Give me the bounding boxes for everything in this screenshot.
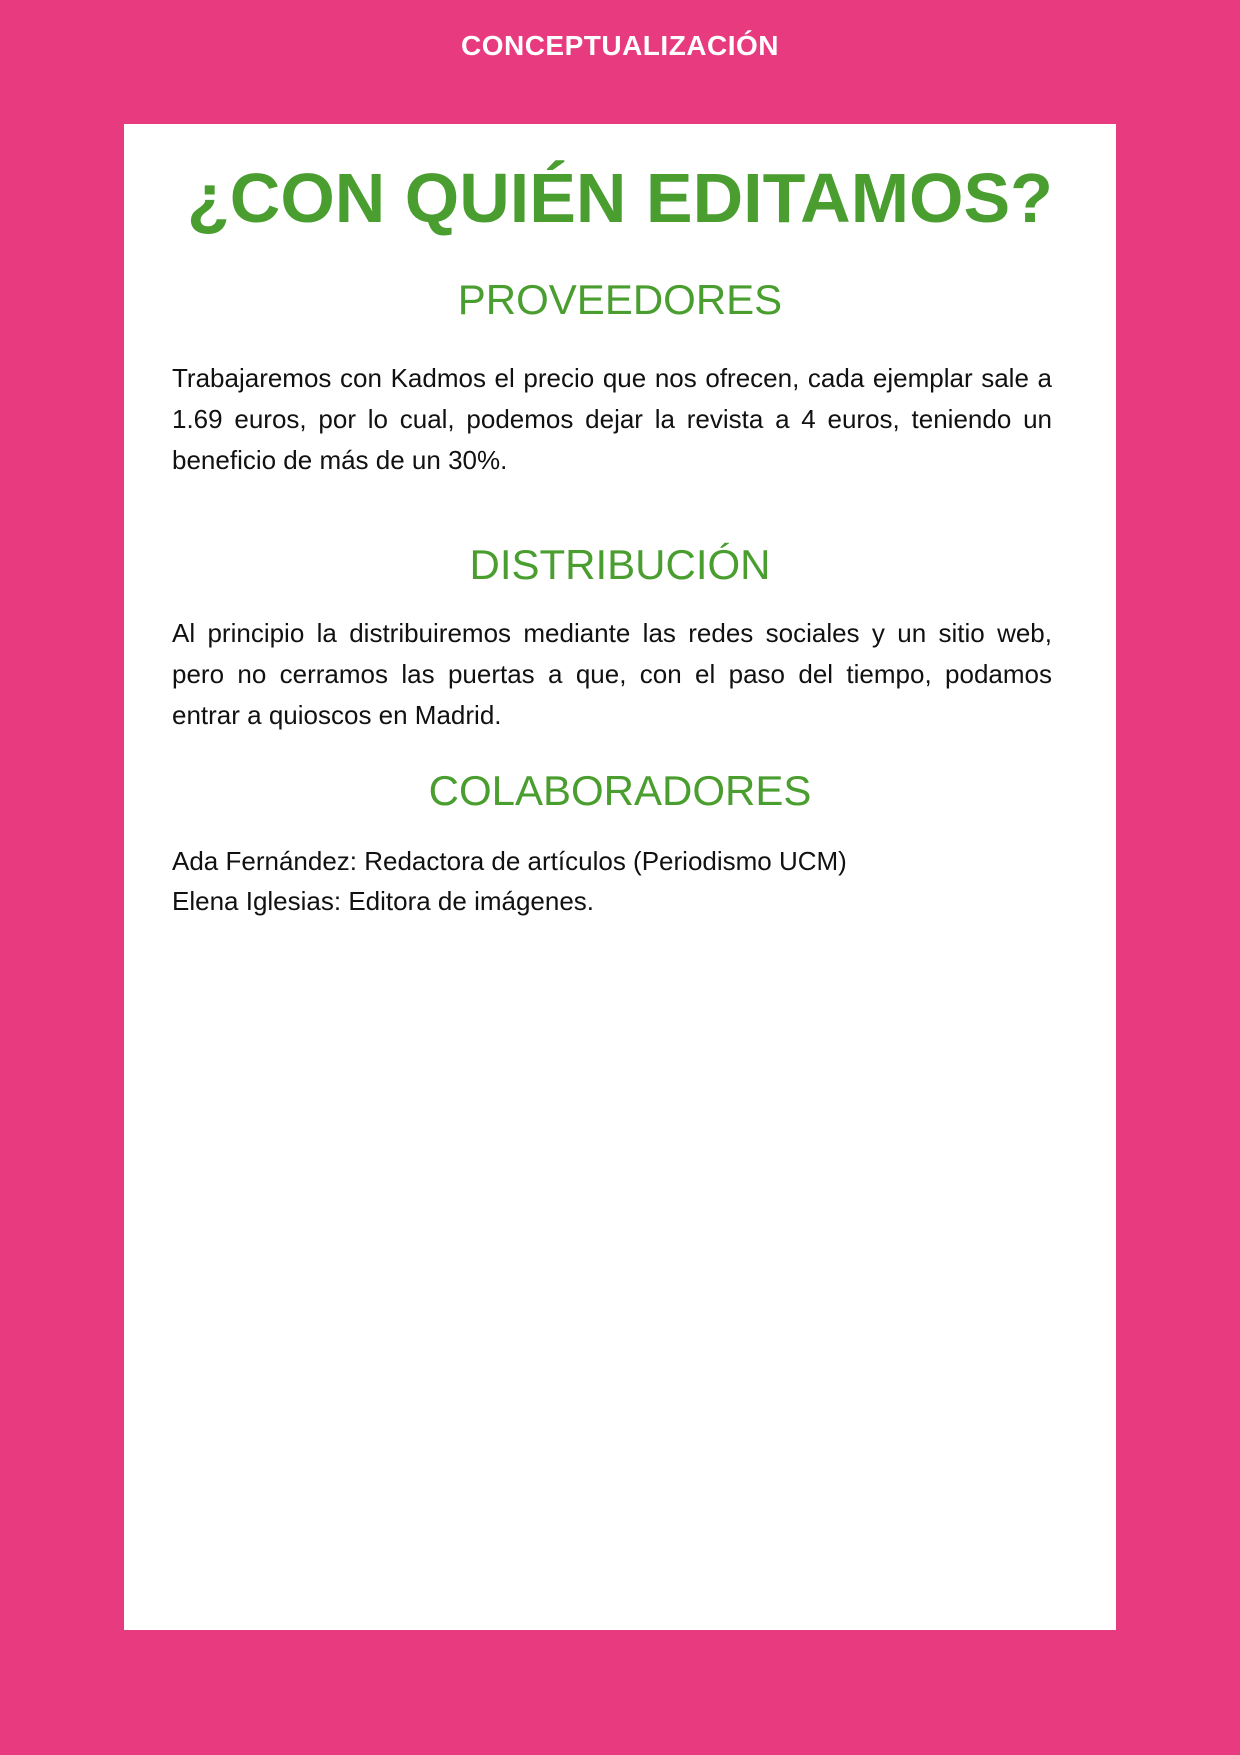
section-heading-distribucion: DISTRIBUCIÓN	[469, 541, 771, 588]
list-item: Ada Fernández: Redactora de artículos (Periodismo UCM)	[172, 846, 847, 876]
header-title: CONCEPTUALIZACIÓN	[460, 30, 780, 61]
list-item: Elena Iglesias: Editora de imágenes.	[172, 886, 595, 916]
paragraph-distribucion: Al principio la distribuiremos mediante las redes sociales y un sitio web, pero no cerramos las puertas a que, con el paso del tiempo, podamos entrar a quioscos en Madrid.	[172, 618, 1052, 730]
section-heading-colaboradores: COLABORADORES	[428, 767, 812, 814]
paragraph-proveedores: Trabajaremos con Kadmos el precio que nos ofrecen, cada ejemplar sale a 1.69 euros, por lo cual, podemos dejar la revista a 4 euros, teniendo un beneficio de más de un 30%.	[172, 363, 1052, 475]
page-title: ¿CON QUIÉN EDITAMOS?	[187, 159, 1053, 237]
section-heading-proveedores: PROVEEDORES	[457, 276, 783, 323]
